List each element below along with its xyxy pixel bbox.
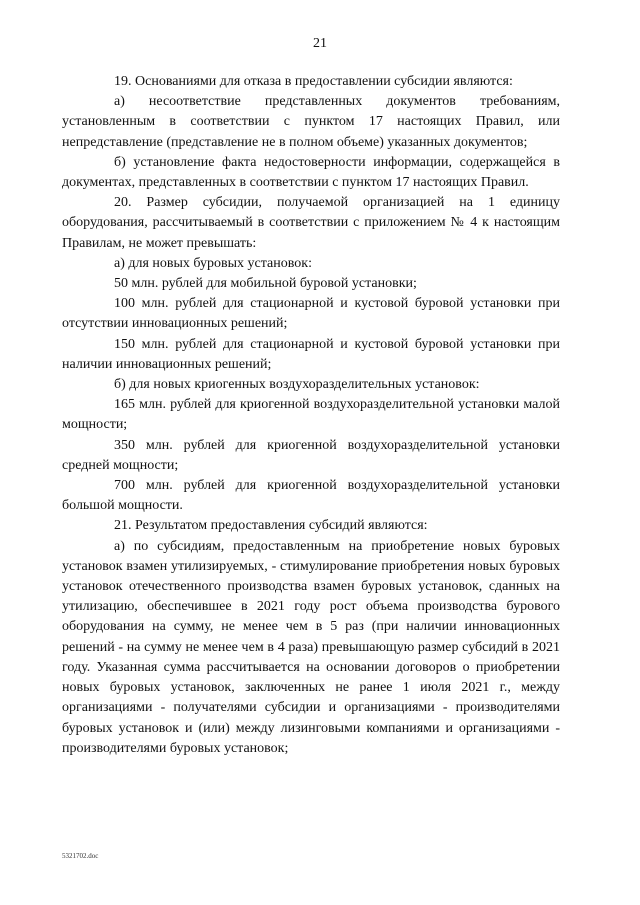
paragraph-20-b-3: 700 млн. рублей для криогенной воздухоразделительной установки большой мощности. [62,478,560,514]
paragraph-21: 21. Результатом предоставления субсидий являются: [114,518,428,534]
paragraph-20-b-2: 350 млн. рублей для криогенной воздухоразделительной установки средней мощности; [62,437,560,473]
paragraph-19-a: а) несоответствие представленных документов требованиям, установленным в соответствии с пунктом 17 настоящих Правил, или непредставление (представление не в полном объеме) указанных документов; [62,94,560,150]
paragraph-20-a: а) для новых буровых установок: [114,255,312,271]
paragraph-20-a-3: 150 млн. рублей для стационарной и кустовой буровой установки при наличии инновационных решений; [62,336,560,372]
paragraph-20-a-1: 50 млн. рублей для мобильной буровой установки; [114,276,417,292]
footer-doc-id: 5321702.doc [62,852,99,860]
page-number: 21 [313,36,327,51]
document-body [62,72,560,759]
paragraph-19-b: б) установление факта недостоверности информации, содержащейся в документах, представленных в соответствии с пунктом 17 настоящих Правил. [62,154,560,191]
paragraph-20: 20. Размер субсидии, получаемой организацией на 1 единицу оборудования, рассчитываемый в соответствии с приложением № 4 к настоящим Правилам, не может превышать: [62,195,560,251]
paragraph-19: 19. Основаниями для отказа в предоставлении субсидии являются: [114,74,513,89]
paragraph-20-b-1: 165 млн. рублей для криогенной воздухоразделительной установки малой мощности; [62,397,560,433]
paragraph-20-a-2: 100 млн. рублей для стационарной и кустовой буровой установки при отсутствии инновационных решений; [62,296,560,332]
paragraph-20-b: б) для новых криогенных воздухоразделительных установок: [114,377,480,393]
paragraph-21-a: а) по субсидиям, предоставленным на приобретение новых буровых установок взамен утилизируемых, - стимулирование приобретения новых буровых установок отечественного производства взамен буровых установок, сданных на утилизацию, обеспечившее в 2021 году рост объема производства бурового оборудования на сумму, не менее чем в 5 раз (при наличии инновационных решений - на сумму не менее чем в 4 раза) превышающую размер субсидий в 2021 году. Указанная сумма рассчитывается на основании договоров о приобретении новых буровых установок, заключенных не ранее 1 июля 2021 г., между организациями - получателями субсидии и организациями - производителями буровых установок и (или) между лизинговыми компаниями и организациями - производителями буровых установок; [62,538,560,756]
